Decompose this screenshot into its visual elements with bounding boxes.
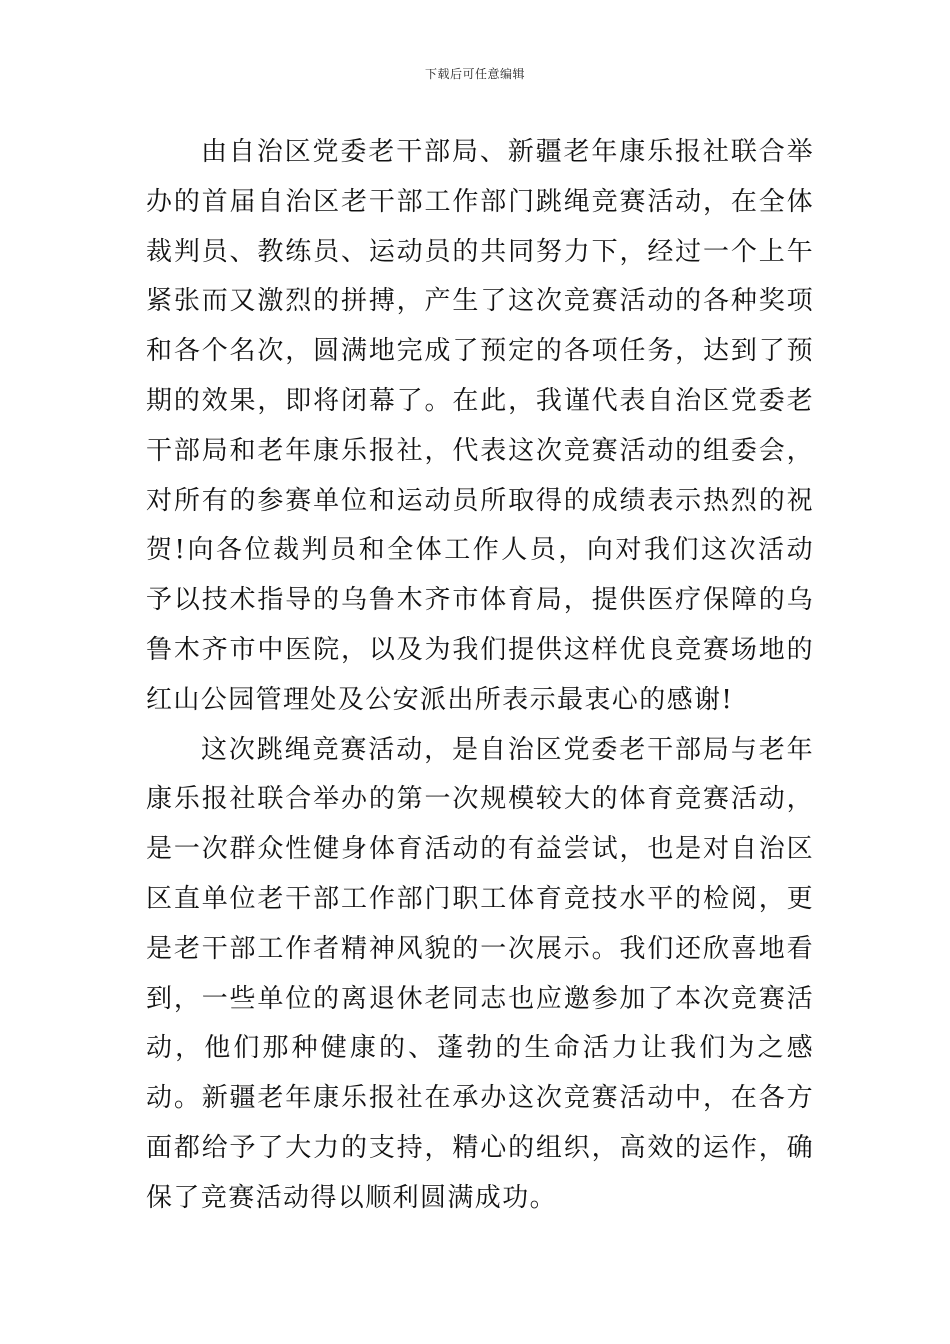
paragraph-2: 这次跳绳竞赛活动，是自治区党委老干部局与老年康乐报社联合举办的第一次规模较大的体育竞赛活动，是一次群众性健身体育活动的有益尝试，也是对自治区区直单位老干部工作部门职工体育竞技水平的检阅，更是老干部工作者精神风貌的一次展示。我们还欣喜地看到，一些单位的离退休老同志也应邀参加了本次竞赛活动，他们那种健康的、蓬勃的生命活力让我们为之感动。新疆老年康乐报社在承办这次竞赛活动中，在各方面都给予了大力的支持，精心的组织，高效的运作，确保了竞赛活动得以顺利圆满成功。 [146,734,814,1213]
page-header: 下载后可任意编辑 [424,67,525,81]
document-body [146,128,814,1224]
paragraph-1: 由自治区党委老干部局、新疆老年康乐报社联合举办的首届自治区老干部工作部门跳绳竞赛活动，在全体裁判员、教练员、运动员的共同努力下，经过一个上午紧张而又激烈的拼搏，产生了这次竞赛活动的各种奖项和各个名次，圆满地完成了预定的各项任务，达到了预期的效果，即将闭幕了。在此，我谨代表自治区党委老干部局和老年康乐报社，代表这次竞赛活动的组委会，对所有的参赛单位和运动员所取得的成绩表示热烈的祝贺!向各位裁判员和全体工作人员，向对我们这次活动予以技术指导的乌鲁木齐市体育局，提供医疗保障的乌鲁木齐市中医院，以及为我们提供这样优良竞赛场地的红山公园管理处及公安派出所表示最衷心的感谢! [146,137,814,715]
